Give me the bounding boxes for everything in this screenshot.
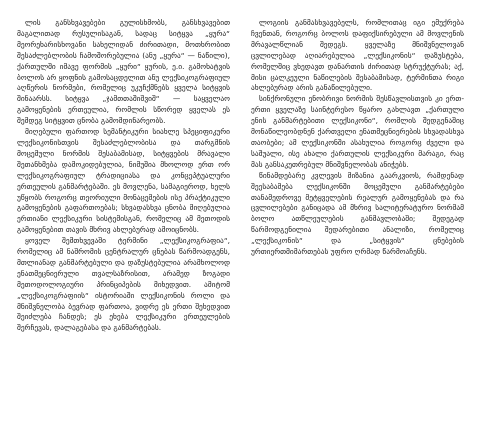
- right-text-column: [251, 18, 464, 418]
- body-paragraph: ლოგიის განმასხვავებელს, რომლითაც იგი ემუქრება ჩვენთან, როგორც ბოლოს დაფიქსირებული ამ მოვლენის მრავალწლიან შედეგს. ყველაზე მნიშვნელოვან ცვლილებად აღიარებულია „ლექსიკონის“ დაზუსტება, რომელშიც ვხედავთ დანართის ძირითად სტრუქტურას; აქ, მისი ცალკეული ნაწილების შესაბამისად, ტერმინთა რიგი ახლებურად არის განაწილებული.: [251, 18, 464, 93]
- body-paragraph: წინამდებარე კვლევის მიზანია გაარკვიოს, რამდენად შეესაბამება ლექსიკონში მოცემული განმარტებები თანამედროვე მეტყველების რეალურ გამოყენებას და რა ცვლილებები განიცადა ამ მხრივ სალიტერატურო ნორმამ ბოლო ათწლეულების განმავლობაში; შედეგად წარმოდგენილია შედარებითი ანალიზი, რომელიც „ლექსიკონის“ და „სიტყვის“ ცნებების ურთიერთმიმართებას უფრო ღრმად წარმოაჩენს.: [251, 170, 464, 257]
- body-paragraph: ყოველ შემთხვევაში ტერმინი „ლექსიკოგრაფია“, რომელიც ამ ნაშრომის ცენტრალურ ცნებას წარმოადგენს, მთლიანად განმარტებული და დაზუსტებულია არამხოლოდ ენათმეცნიერული თვალსაზრისით, არამედ ზოგადი მეთოდოლოგიური პრინციპების მიხედვით. ამიტომ „ლექსიკოგრაფიის“ ისტორიაში ლექსიკონის როლი და მნიშვნელობა ბევრად ფართოა, ვიდრე ეს ერთი შეხედვით შეიძლება ჩანდეს; ეს ეხება ლექსიკური ერთეულების შერჩევას, დალაგებასა და განმარტებას.: [17, 236, 230, 333]
- body-paragraph: სინქრონული ენობრივი ნორმის შესწავლისთვის კი ერთ-ერთი ყველაზე საინტერესო წყარო გახლავთ „ქართული ენის განმარტებითი ლექსიკონი“, რომლის შედგენაშიც მონაწილეობდნენ ქართველი ენათმეცნიერების სხვადასხვა თაობები; ამ ლექსიკონში ასახულია როგორც ძველი და საშუალი, ისე ახალი ქართულის ლექსიკური მარაგი, რაც მას განსაკუთრებულ მნიშვნელობას ანიჭებს.: [251, 94, 464, 169]
- left-text-column: [17, 18, 230, 418]
- body-paragraph: მიღებული ფართოდ სემანტიკური სიახლე სპეციფიკური ლექსიკონისთვის შესაძლებლობისა და თარგმნის მოცემული ნორმის შესაბამისად, სიტყვების მრავალი შეთანხმება დამოკიდებულია, ნიმუშია მხოლოდ ერთ ორ ლექსიკოგრაფიულ ტრადიციასა და კონცეპტუალური ერთეულის განმარტებაში. ეს მოვლენა, სამაგიეროდ, ხელს უწყობს როგორც თეორიული მონაცემების ისე პრაქტიკული გამოყენების გაფართოებას; სხვადასხვა ცნობა მიღებულია ერთიანი ლექსიკური სისტემისგან, რომელიც ამ მეთოდის გამოყენებით თავის მხრივ ახლებურად ამოიცნობს.: [17, 127, 230, 235]
- body-paragraph: ლის განსხვავებები გულისხმობს, განსხვავებით მაგალითად რუსულისაგან, სადაც სიტყვა „ყურა“ მეორეხარისხოვანი სახელიდან ძირითადი, მოთხრობით შესაძლებლობის ჩამოშორებულია (ანუ „ყურა“ — ნაწილი), ქართულში იმავე ფორმის „ყური“ ყურის, ე.ი. გამოხატვის ბოლოს არ ყოფნის გამოსაცდელით ანუ ლექსიკოგრაფიულ აღწერის ნორმები, რომელიც უკუჩქმნებს ყველა სიტყვის შინაარსს. სიტყვა „ჯამთთაშიშვიშ“ — საყველაო გამოყენების ერთეულია, რომლის სწორედ ყველას ეს შემდეგ სიტყვით ცნობა გამომდინარეობს.: [17, 18, 230, 126]
